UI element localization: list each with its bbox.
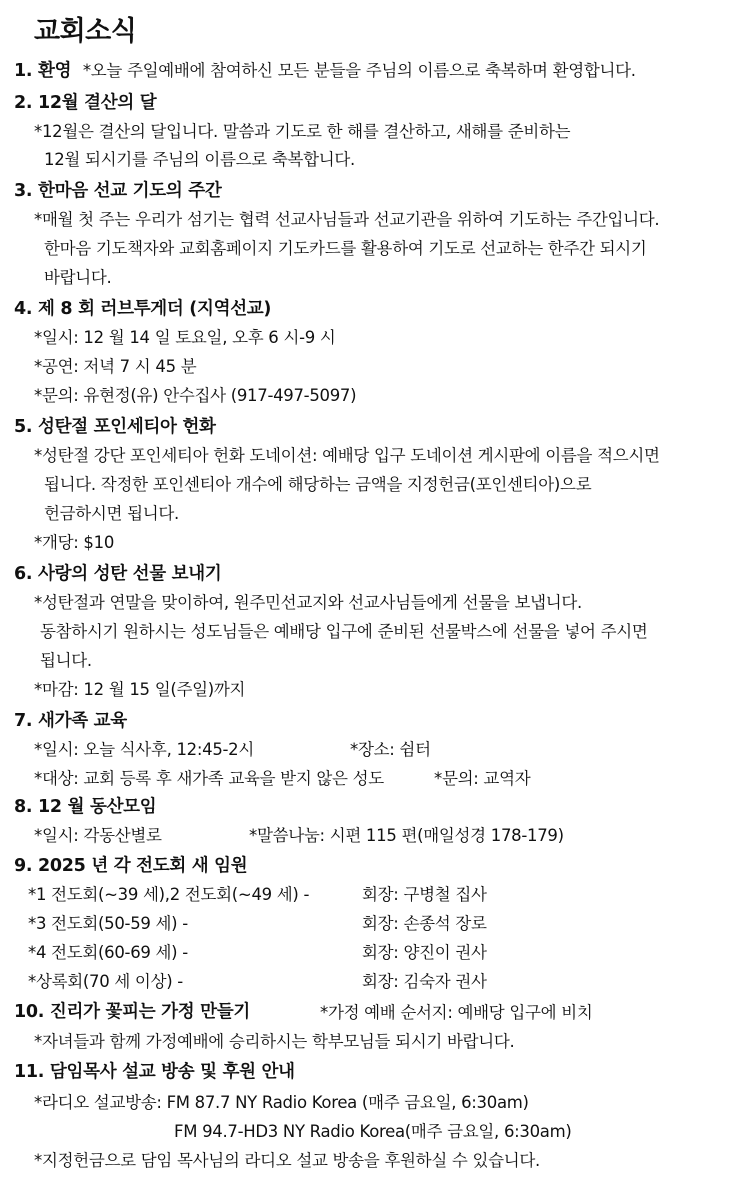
item-3-line-2: 한마음 기도책자와 교회홈페이지 기도카드를 활용하여 기도로 선교하는 한주간 되시기 xyxy=(44,239,647,258)
item-9-row-2-left: *3 전도회(50-59 세) - xyxy=(28,914,188,933)
item-7-row-2-left: *대상: 교회 등록 후 새가족 교육을 받지 않은 성도 xyxy=(34,769,384,788)
item-1-inline-text: *오늘 주일예배에 참여하신 모든 분들을 주님의 이름으로 축복하며 환영합니다. xyxy=(82,61,636,80)
item-10-heading: 10. 진리가 꽃피는 가정 만들기 xyxy=(14,1002,250,1022)
item-7-heading: 7. 새가족 교육 xyxy=(14,711,127,731)
item-9-row-4-left: *상록회(70 세 이상) - xyxy=(28,972,183,991)
item-11-line-3: *지정헌금으로 담임 목사님의 라디오 설교 방송을 후원하실 수 있습니다. xyxy=(34,1151,540,1170)
page-title: 교회소식 xyxy=(34,16,137,47)
item-4-line-1: *일시: 12 월 14 일 토요일, 오후 6 시-9 시 xyxy=(34,328,336,347)
item-5-line-1: *성탄절 강단 포인세티아 헌화 도네이션: 예배당 입구 도네이션 게시판에 이름을 적으시면 xyxy=(34,446,660,465)
item-5-line-3: 헌금하시면 됩니다. xyxy=(44,504,180,523)
item-9-row-4-right: 회장: 김숙자 권사 xyxy=(362,972,487,991)
item-6-line-4: *마감: 12 월 15 일(주일)까지 xyxy=(34,680,246,699)
item-7-row-1-left: *일시: 오늘 식사후, 12:45-2시 xyxy=(34,740,255,759)
item-1-heading-text: 1. 환영 xyxy=(14,61,72,81)
item-4-line-3: *문의: 유현정(유) 안수집사 (917-497-5097) xyxy=(34,386,357,405)
item-9-row-1-right: 회장: 구병철 집사 xyxy=(362,885,487,904)
item-10-line-1: *자녀들과 함께 가정예배에 승리하시는 학부모님들 되시기 바랍니다. xyxy=(34,1032,515,1051)
item-7-row-2-right: *문의: 교역자 xyxy=(434,769,531,788)
item-5-heading: 5. 성탄절 포인세티아 헌화 xyxy=(14,417,216,437)
item-6-line-3: 됩니다. xyxy=(40,651,92,670)
item-3-heading: 3. 한마음 선교 기도의 주간 xyxy=(14,181,222,201)
item-9-row-3-right: 회장: 양진이 권사 xyxy=(362,943,487,962)
item-6-heading: 6. 사랑의 성탄 선물 보내기 xyxy=(14,564,222,584)
item-4-heading: 4. 제 8 회 러브투게더 (지역선교) xyxy=(14,299,272,319)
item-8-heading: 8. 12 월 동산모임 xyxy=(14,797,157,817)
item-5-line-2: 됩니다. 작정한 포인센티아 개수에 해당하는 금액을 지정헌금(포인센티아)으로 xyxy=(44,475,592,494)
item-9-row-3-left: *4 전도회(60-69 세) - xyxy=(28,943,188,962)
item-9-heading: 9. 2025 년 각 전도회 새 임원 xyxy=(14,856,248,876)
item-2-heading: 2. 12월 결산의 달 xyxy=(14,93,157,113)
item-8-row-1-right: *말씀나눔: 시편 115 편(매일성경 178-179) xyxy=(249,826,564,845)
item-3-line-3: 바랍니다. xyxy=(44,268,112,287)
item-9-row-2-right: 회장: 손종석 장로 xyxy=(362,914,487,933)
item-11-line-1: *라디오 설교방송: FM 87.7 NY Radio Korea (매주 금요일, 6:30am) xyxy=(34,1093,529,1112)
item-11-line-2: FM 94.7-HD3 NY Radio Korea(매주 금요일, 6:30am) xyxy=(174,1122,572,1141)
item-6-line-2: 동참하시기 원하시는 성도님들은 예배당 입구에 준비된 선물박스에 선물을 넣어 주시면 xyxy=(40,622,648,641)
item-3-line-1: *매월 첫 주는 우리가 섬기는 협력 선교사님들과 선교기관을 위하여 기도하는 주간입니다. xyxy=(34,210,660,229)
item-2-line-2: 12월 되시기를 주님의 이름으로 축복합니다. xyxy=(44,150,355,169)
item-10-inline-text: *가정 예배 순서지: 예배당 입구에 비치 xyxy=(320,1003,593,1022)
item-1-heading xyxy=(14,57,636,82)
item-8-row-1-left: *일시: 각동산별로 xyxy=(34,826,162,845)
item-7-row-1-right: *장소: 쉼터 xyxy=(350,740,431,759)
item-4-line-2: *공연: 저녁 7 시 45 분 xyxy=(34,357,197,376)
item-6-line-1: *성탄절과 연말을 맞이하여, 원주민선교지와 선교사님들에게 선물을 보냅니다. xyxy=(34,593,582,612)
item-2-line-1: *12월은 결산의 달입니다. 말씀과 기도로 한 해를 결산하고, 새해를 준비하는 xyxy=(34,122,571,141)
item-11-heading: 11. 담임목사 설교 방송 및 후원 안내 xyxy=(14,1062,295,1082)
item-9-row-1-left: *1 전도회(~39 세),2 전도회(~49 세) - xyxy=(28,885,310,904)
item-5-line-4: *개당: $10 xyxy=(34,533,115,552)
